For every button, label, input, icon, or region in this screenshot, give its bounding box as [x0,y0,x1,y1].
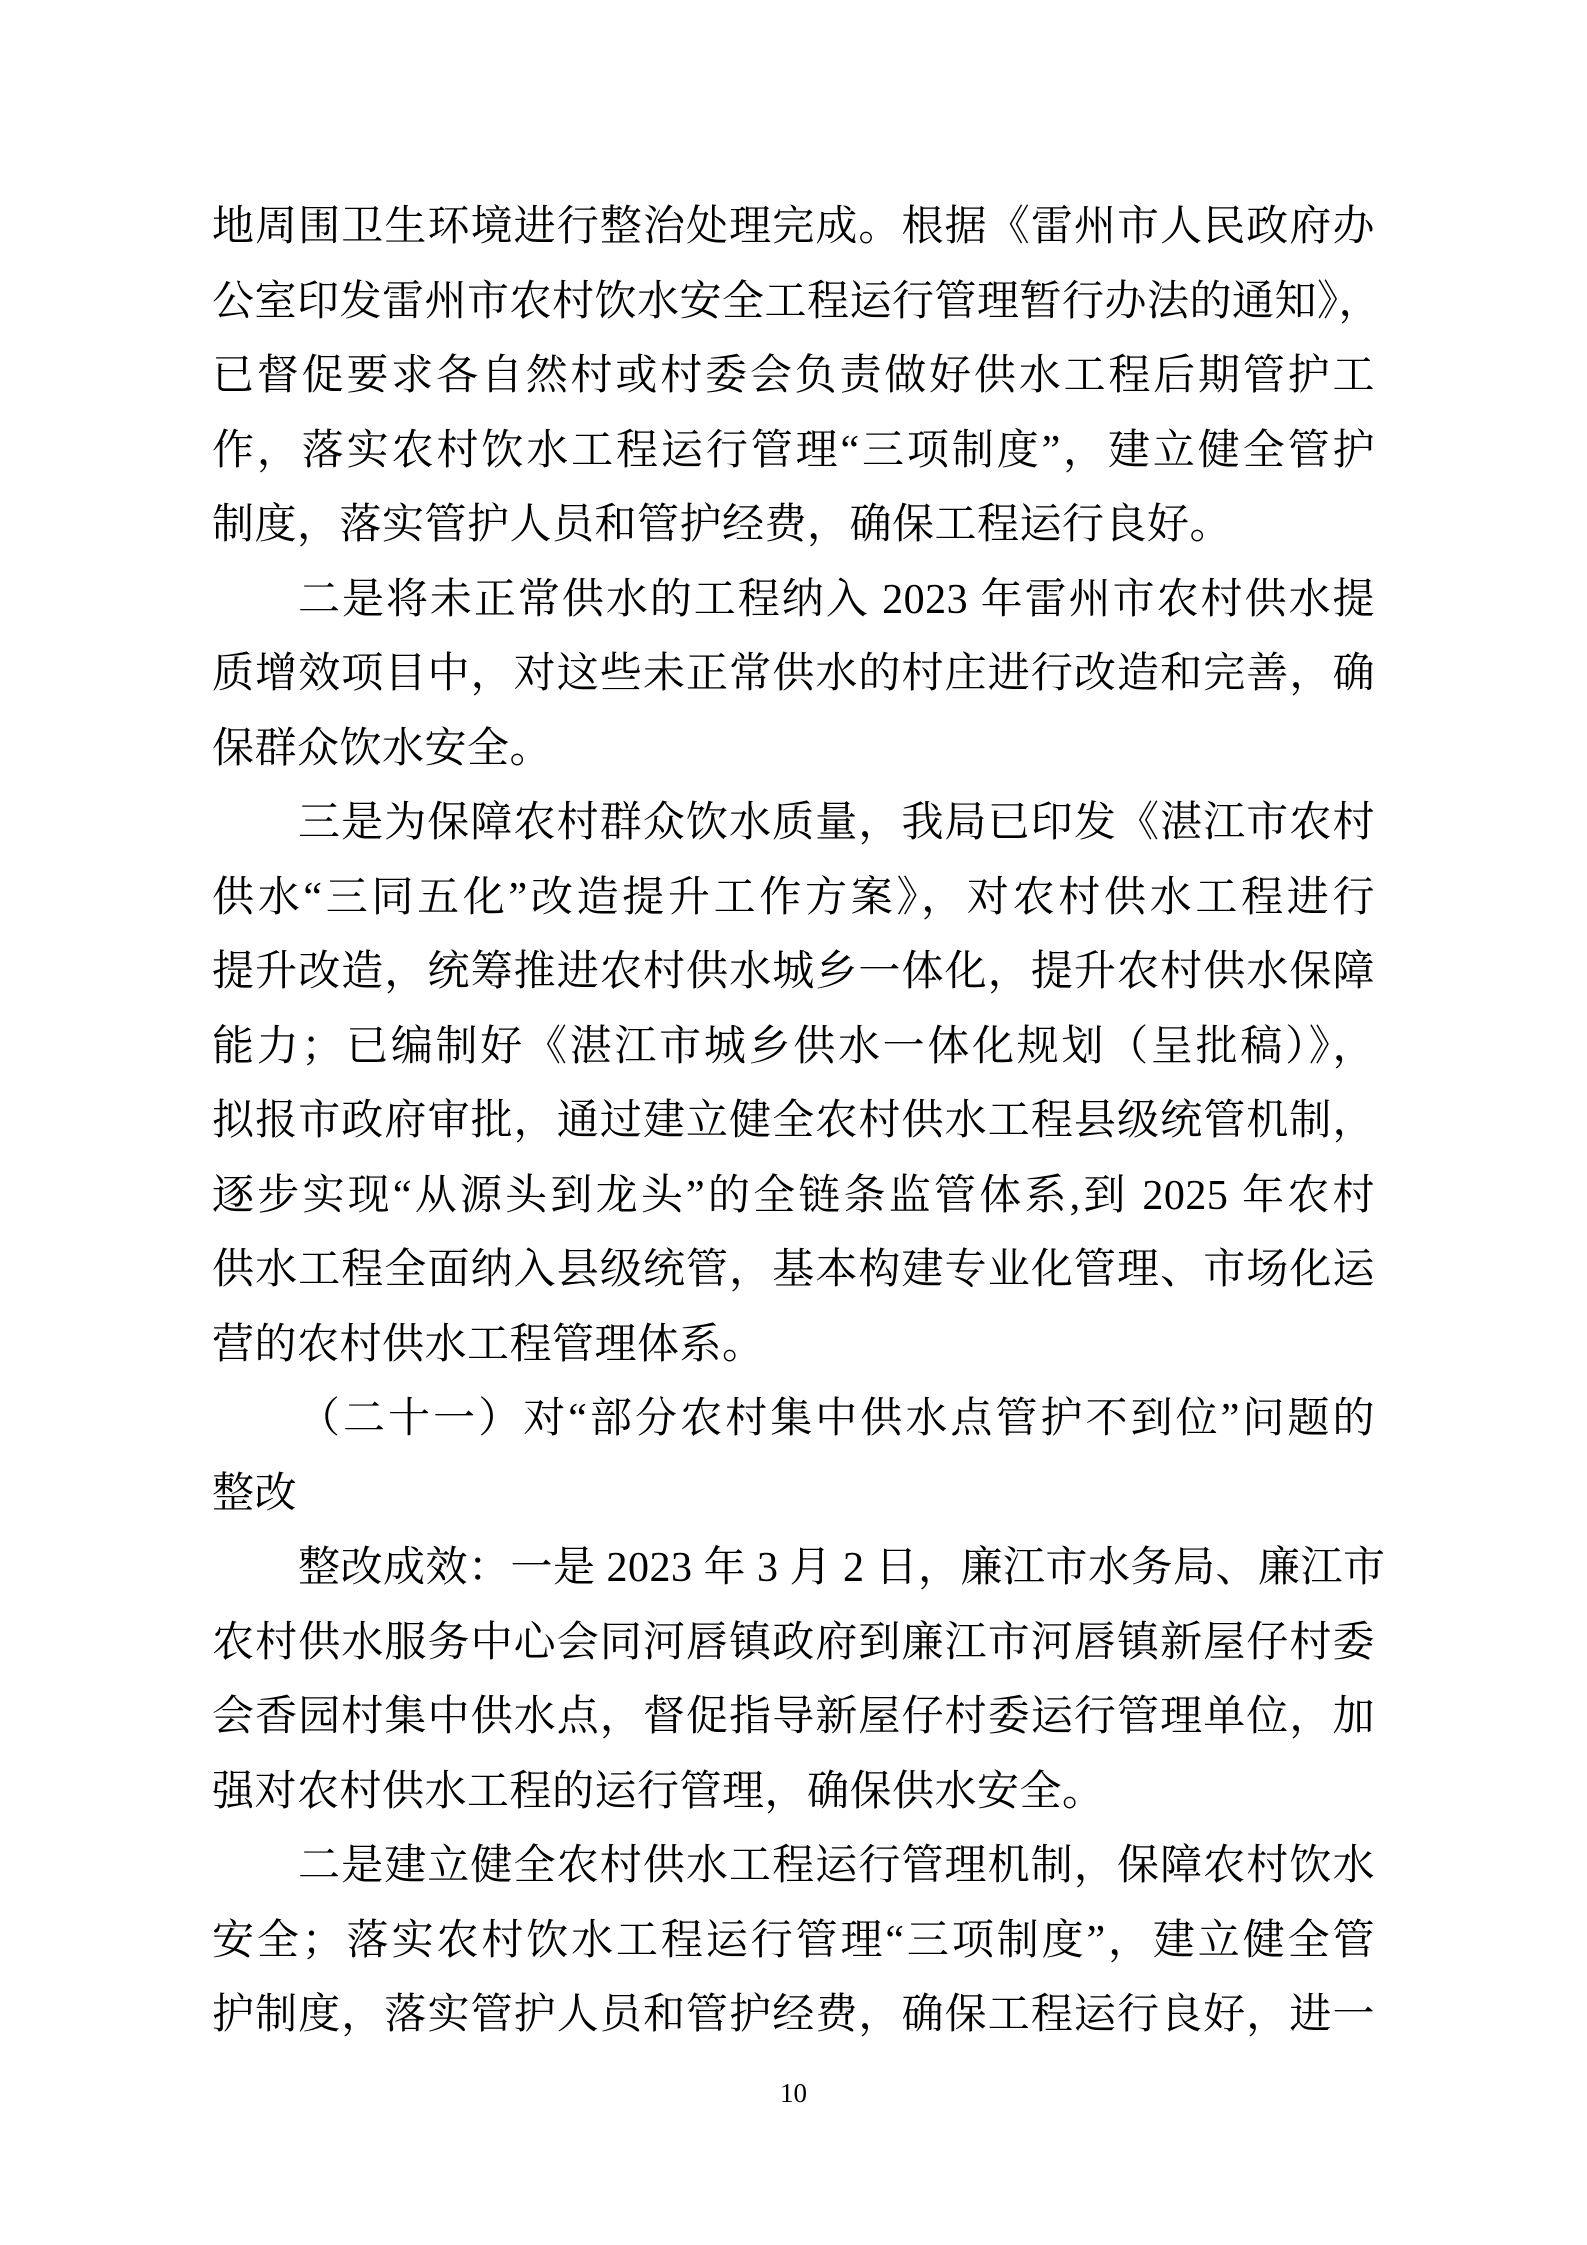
text-line: 供水工程全面纳入县级统管，基本构建专业化管理、市场化运 [212,1247,1375,1293]
text-line: 作，落实农村饮水工程运行管理“三项制度”，建立健全管护 [212,427,1375,474]
text-line: 三是为保障农村群众饮水质量，我局已印发《湛江市农村 [298,800,1375,846]
heading-line: 整改 [212,1470,298,1517]
heading-line: （二十一）对“部分农村集中供水点管护不到位”问题的 [298,1396,1375,1442]
text-line: 供水“三同五化”改造提升工作方案》，对农村供水工程进行 [212,874,1375,921]
text-line: 公室印发雷州市农村饮水安全工程运行管理暂行办法的通知》， [212,278,1382,325]
section-heading [212,1382,1375,1531]
text-line: 逐步实现“从源头到龙头”的全链条监管体系,到 2025 年农村 [212,1172,1375,1219]
text-line: 安全；落实农村饮水工程运行管理“三项制度”，建立健全管 [212,1917,1375,1964]
text-line: 二是建立健全农村供水工程运行管理机制，保障农村饮水 [298,1843,1375,1889]
paragraph [212,786,1375,1382]
text-line: 保群众饮水安全。 [212,725,553,772]
text-line: 强对农村供水工程的运行管理，确保供水安全。 [212,1768,1105,1815]
page-number: 10 [780,2078,807,2108]
text-line: 质增效项目中，对这些未正常供水的村庄进行改造和完善，确 [212,651,1375,697]
paragraph [212,190,1382,563]
text-line: 整改成效：一是 2023 年 3 月 2 日，廉江市水务局、廉江市 [298,1545,1386,1591]
text-line: 二是将未正常供水的工程纳入 2023 年雷州市农村供水提 [298,576,1375,623]
text-line: 护制度，落实管护人员和管护经费，确保工程运行良好，进一 [212,1992,1375,2038]
text-line: 提升改造，统筹推进农村供水城乡一体化，提升农村供水保障 [212,949,1375,995]
text-line: 会香园村集中供水点，督促指导新屋仔村委运行管理单位，加 [212,1694,1375,1740]
text-line: 已督促要求各自然村或村委会负责做好供水工程后期管护工 [212,353,1375,399]
text-line: 营的农村供水工程管理体系。 [212,1321,765,1368]
text-line: 制度，落实管护人员和管护经费，确保工程运行良好。 [212,502,1233,548]
text-line: 农村供水服务中心会同河唇镇政府到廉江市河唇镇新屋仔村委 [212,1619,1375,1666]
paragraph [212,1531,1386,1829]
text-line: 能力；已编制好《湛江市城乡供水一体化规划（呈批稿）》， [212,1023,1375,1070]
document-body [212,190,1386,2053]
paragraph [212,563,1375,787]
text-line: 地周围卫生环境进行整治处理完成。根据《雷州市人民政府办 [212,204,1375,250]
text-line: 拟报市政府审批，通过建立健全农村供水工程县级统管机制， [212,1098,1375,1144]
page-footer [0,2076,1587,2110]
paragraph [212,1829,1375,2053]
